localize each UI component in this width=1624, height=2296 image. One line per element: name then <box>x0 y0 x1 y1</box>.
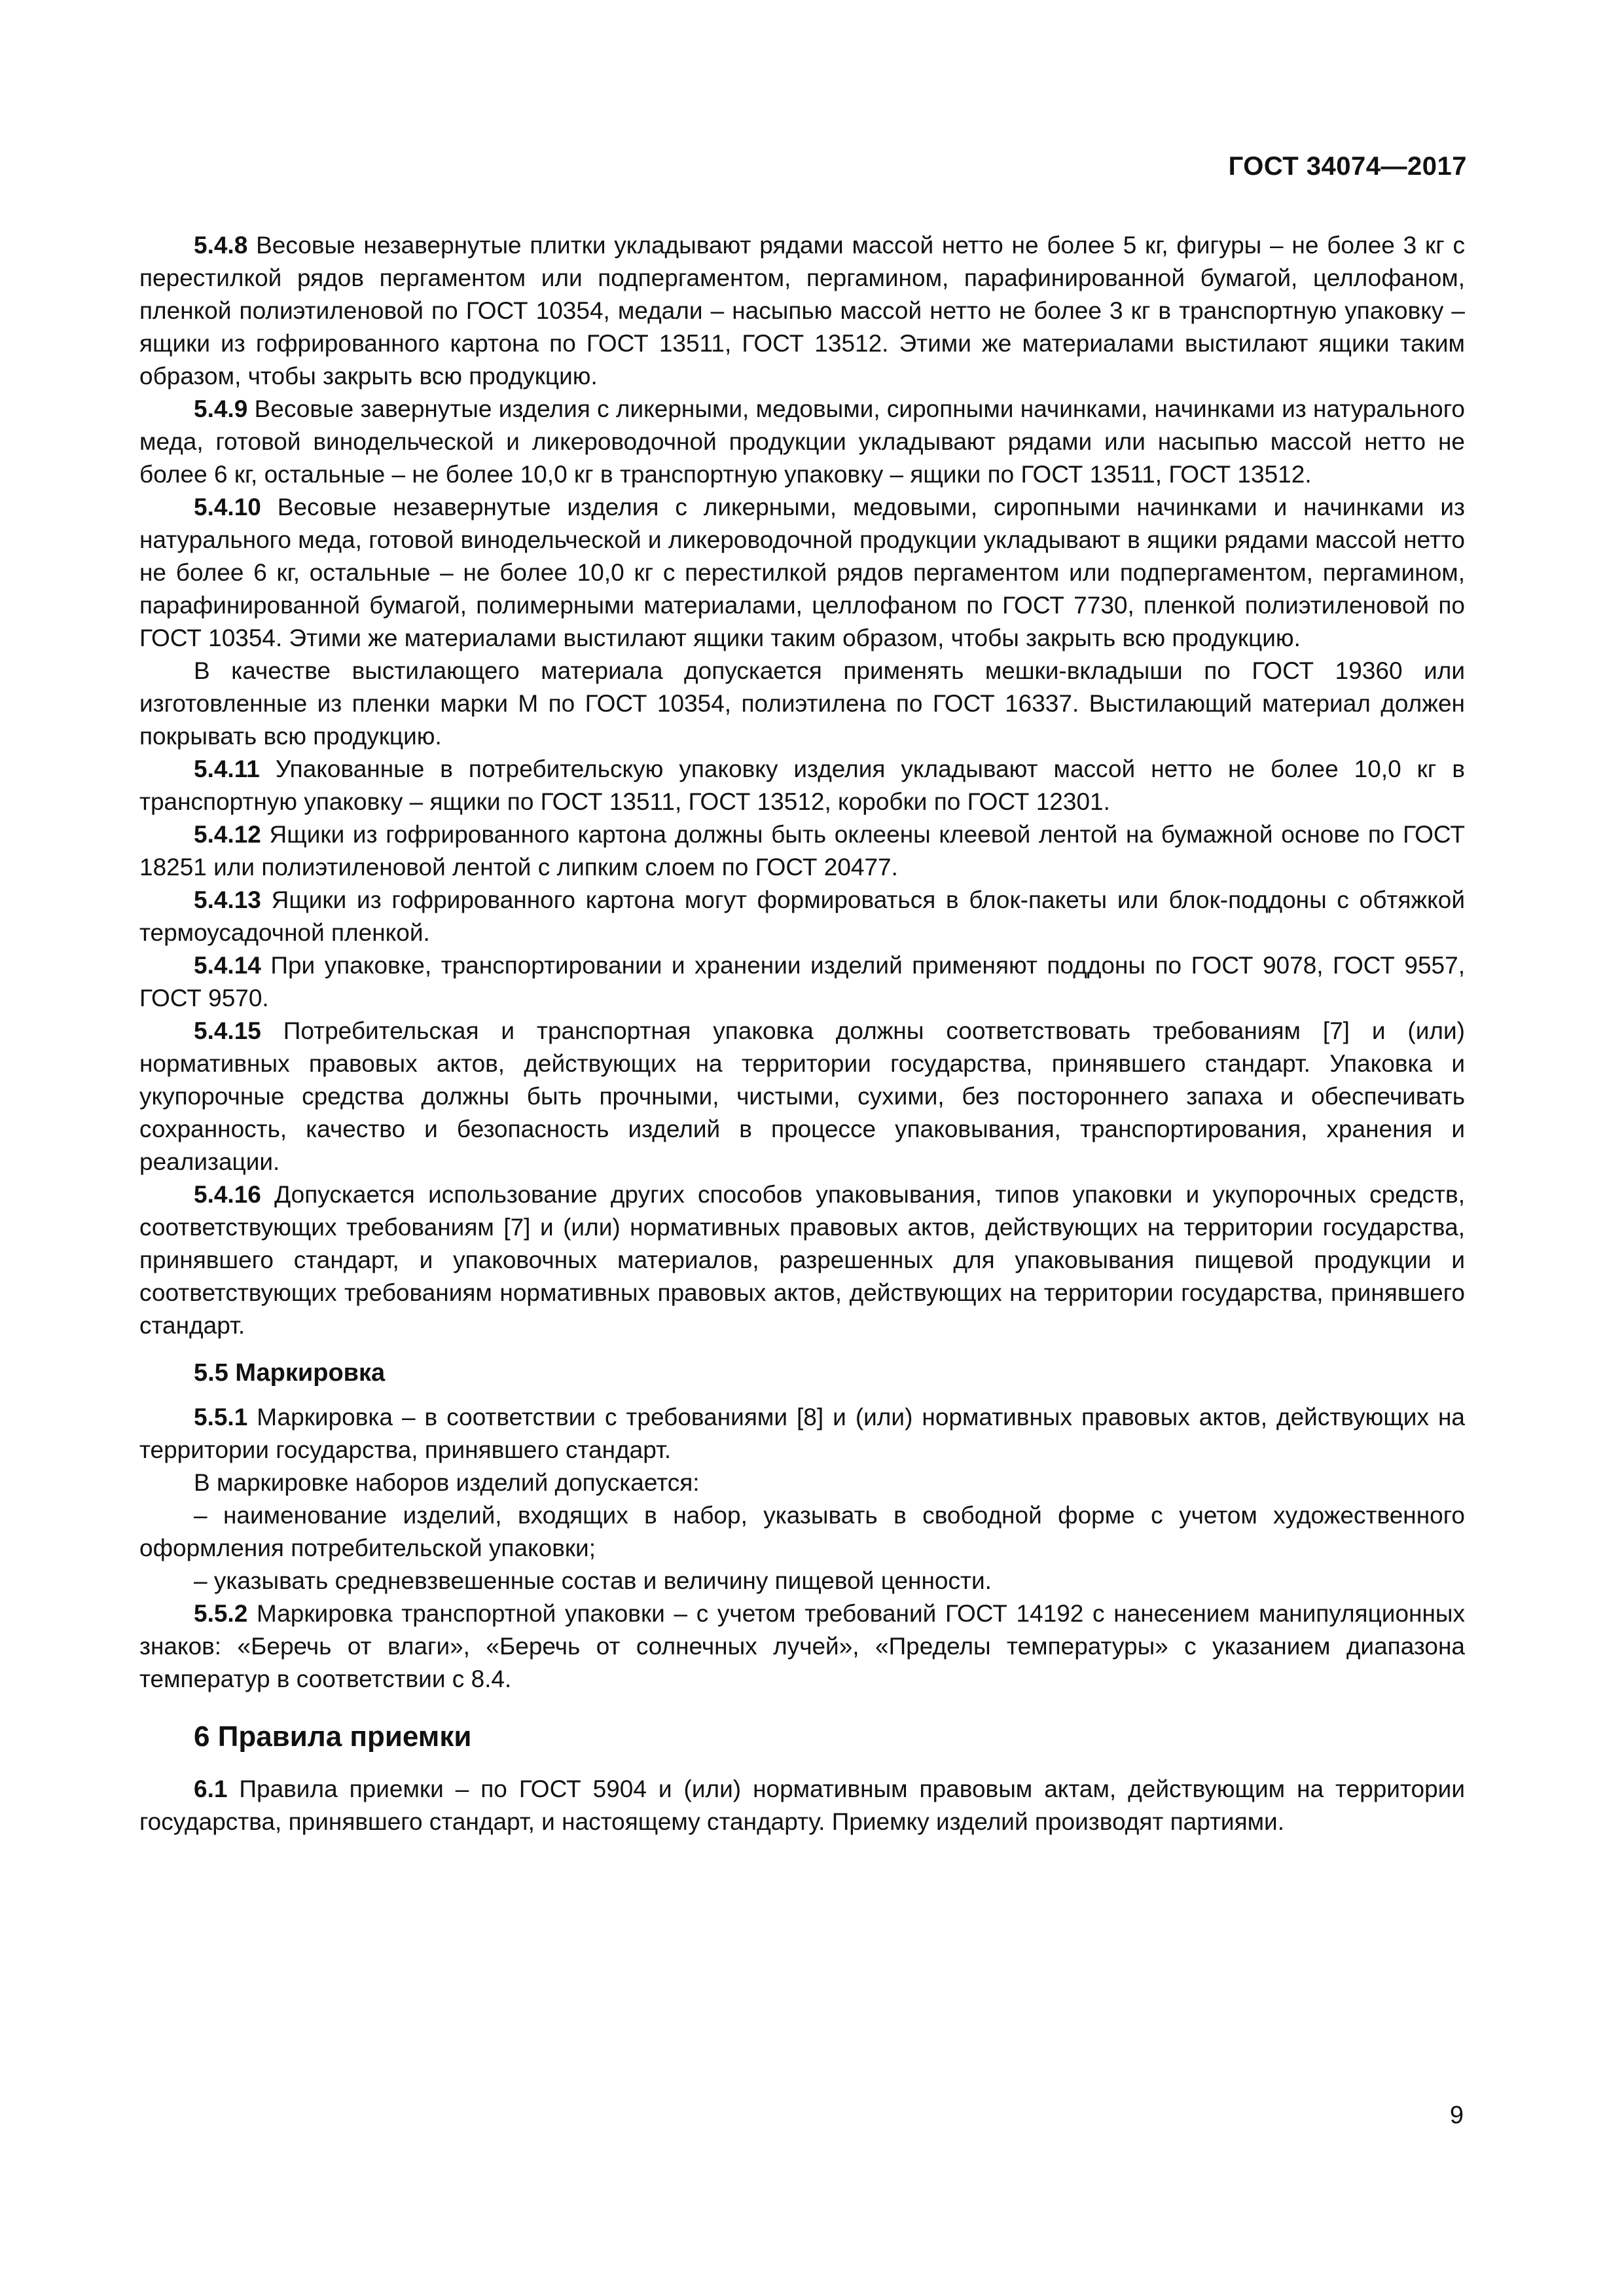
paragraph-text: Весовые завернутые изделия с ликерными, медовыми, сиропными начинками, начинками из натурального меда, готовой винодельческой и ликероводочной продукции укладывают рядами или насыпью массой нетто не более 6 кг, остальные – не более 10,0 кг в транспортную упаковку – ящики по ГОСТ 13511, ГОСТ 13512. <box>139 395 1465 488</box>
paragraph-text: В качестве выстилающего материала допускается применять мешки-вкладыши по ГОСТ 19360 или изготовленные из пленки марки М по ГОСТ 10354, полиэтилена по ГОСТ 16337. Выстилающий материал должен покрывать всю продукцию. <box>139 657 1465 750</box>
clause-number: 6.1 <box>194 1776 228 1802</box>
paragraph <box>139 655 1465 753</box>
paragraph-text: – наименование изделий, входящих в набор, указывать в свободной форме с учетом художественного оформления потребительской упаковки; <box>139 1502 1465 1561</box>
clause-number: 5.4.16 <box>194 1181 261 1208</box>
clause-paragraph <box>139 491 1465 655</box>
clause-paragraph <box>139 1401 1465 1467</box>
clause-number: 5.4.14 <box>194 952 261 979</box>
clause-number: 5.4.11 <box>194 756 260 782</box>
section-heading: 6 Правила приемки <box>194 1721 472 1753</box>
clause-number: 5.4.10 <box>194 494 261 520</box>
clause-paragraph <box>139 1178 1465 1342</box>
paragraph <box>139 1499 1465 1565</box>
page-number: 9 <box>1449 2102 1464 2129</box>
clause-number: 5.4.13 <box>194 886 261 913</box>
paragraph-text: Весовые незавернутые плитки укладывают рядами массой нетто не более 5 кг, фигуры – не более 3 кг с перестилкой рядов пергаментом или подпергаментом, пергамином, парафинированной бумагой, целлофаном, пленкой полиэтиленовой по ГОСТ 10354, медали – насыпью массой нетто не более 3 кг в транспортную упаковку – ящики из гофрированного картона по ГОСТ 13511, ГОСТ 13512. Этими же материалами выстилают ящики таким образом, чтобы закрыть всю продукцию. <box>139 232 1465 390</box>
clause-paragraph <box>139 753 1465 818</box>
paragraph-text: Правила приемки – по ГОСТ 5904 и (или) нормативным правовым актам, действующим на территории государства, принявшего стандарт, и настоящему стандарту. Приемку изделий производят партиями. <box>139 1776 1465 1835</box>
clause-paragraph <box>139 884 1465 949</box>
paragraph-text: Маркировка – в соответствии с требованиями [8] и (или) нормативных правовых актов, действующих на территории государства, принявшего стандарт. <box>139 1404 1465 1463</box>
paragraph-text: Допускается использование других способов упаковывания, типов упаковки и укупорочных средств, соответствующих требованиям [7] и (или) нормативных правовых актов, действующих на территории государства, принявшего стандарт, и упаковочных материалов, разрешенных для упаковывания пищевой продукции и соответствующих требованиям нормативных правовых актов, действующих на территории государства, принявшего стандарт. <box>139 1181 1465 1339</box>
paragraph-text: Маркировка транспортной упаковки – с учетом требований ГОСТ 14192 с нанесением манипуляционных знаков: «Беречь от влаги», «Беречь от солнечных лучей», «Пределы температуры» с указанием диапазона температур в соответствии с 8.4. <box>139 1600 1465 1692</box>
clause-paragraph <box>139 1015 1465 1178</box>
clause-paragraph <box>139 1597 1465 1696</box>
clause-paragraph <box>139 818 1465 884</box>
paragraph-text: При упаковке, транспортировании и хранении изделий применяют поддоны по ГОСТ 9078, ГОСТ 9557, ГОСТ 9570. <box>139 952 1465 1011</box>
clause-number: 5.5.2 <box>194 1600 248 1627</box>
paragraph-text: Весовые незавернутые изделия с ликерными, медовыми, сиропными начинками и начинками из натурального меда, готовой винодельческой и ликероводочной продукции укладывают в ящики рядами массой нетто не более 6 кг, остальные – не более 10,0 кг с перестилкой рядов пергаментом или подпергаментом, пергамином, парафинированной бумагой, полимерными материалами, целлофаном по ГОСТ 7730, пленкой полиэтиленовой по ГОСТ 10354. Этими же материалами выстилают ящики таким образом, чтобы закрыть всю продукцию. <box>139 494 1465 651</box>
clause-paragraph <box>139 949 1465 1015</box>
paragraph-text: В маркировке наборов изделий допускается: <box>194 1469 700 1496</box>
paragraph-text: Потребительская и транспортная упаковка должны соответствовать требованиям [7] и (или) нормативных правовых актов, действующих на территории государства, принявшего стандарт. Упаковка и укупорочные средства должны быть прочными, чистыми, сухими, без постороннего запаха и обеспечивать сохранность, качество и безопасность изделий в процессе упаковывания, транспортирования, хранения и реализации. <box>139 1017 1465 1175</box>
clause-number: 5.5.1 <box>194 1404 248 1430</box>
clause-number: 5.4.9 <box>194 395 248 422</box>
subsection-heading: 5.5 Маркировка <box>194 1359 386 1387</box>
paragraph <box>139 1467 1465 1499</box>
paragraph-text: Упакованные в потребительскую упаковку изделия укладывают массой нетто не более 10,0 кг в транспортную упаковку – ящики по ГОСТ 13511, ГОСТ 13512, коробки по ГОСТ 12301. <box>139 756 1465 815</box>
document-body <box>139 229 1465 1838</box>
paragraph <box>139 1565 1465 1597</box>
clause-paragraph <box>139 1773 1465 1838</box>
clause-number: 5.4.8 <box>194 232 248 259</box>
clause-paragraph <box>139 229 1465 393</box>
document-header: ГОСТ 34074—2017 <box>1228 152 1467 181</box>
paragraph-text: – указывать средневзвешенные состав и величину пищевой ценности. <box>194 1567 992 1594</box>
clause-number: 5.4.12 <box>194 821 261 848</box>
clause-paragraph <box>139 393 1465 491</box>
paragraph-text: Ящики из гофрированного картона должны быть оклеены клеевой лентой на бумажной основе по ГОСТ 18251 или полиэтиленовой лентой с липким слоем по ГОСТ 20477. <box>139 821 1465 881</box>
paragraph-text: Ящики из гофрированного картона могут формироваться в блок-пакеты или блок-поддоны с обтяжкой термоусадочной пленкой. <box>139 886 1465 946</box>
clause-number: 5.4.15 <box>194 1017 261 1044</box>
